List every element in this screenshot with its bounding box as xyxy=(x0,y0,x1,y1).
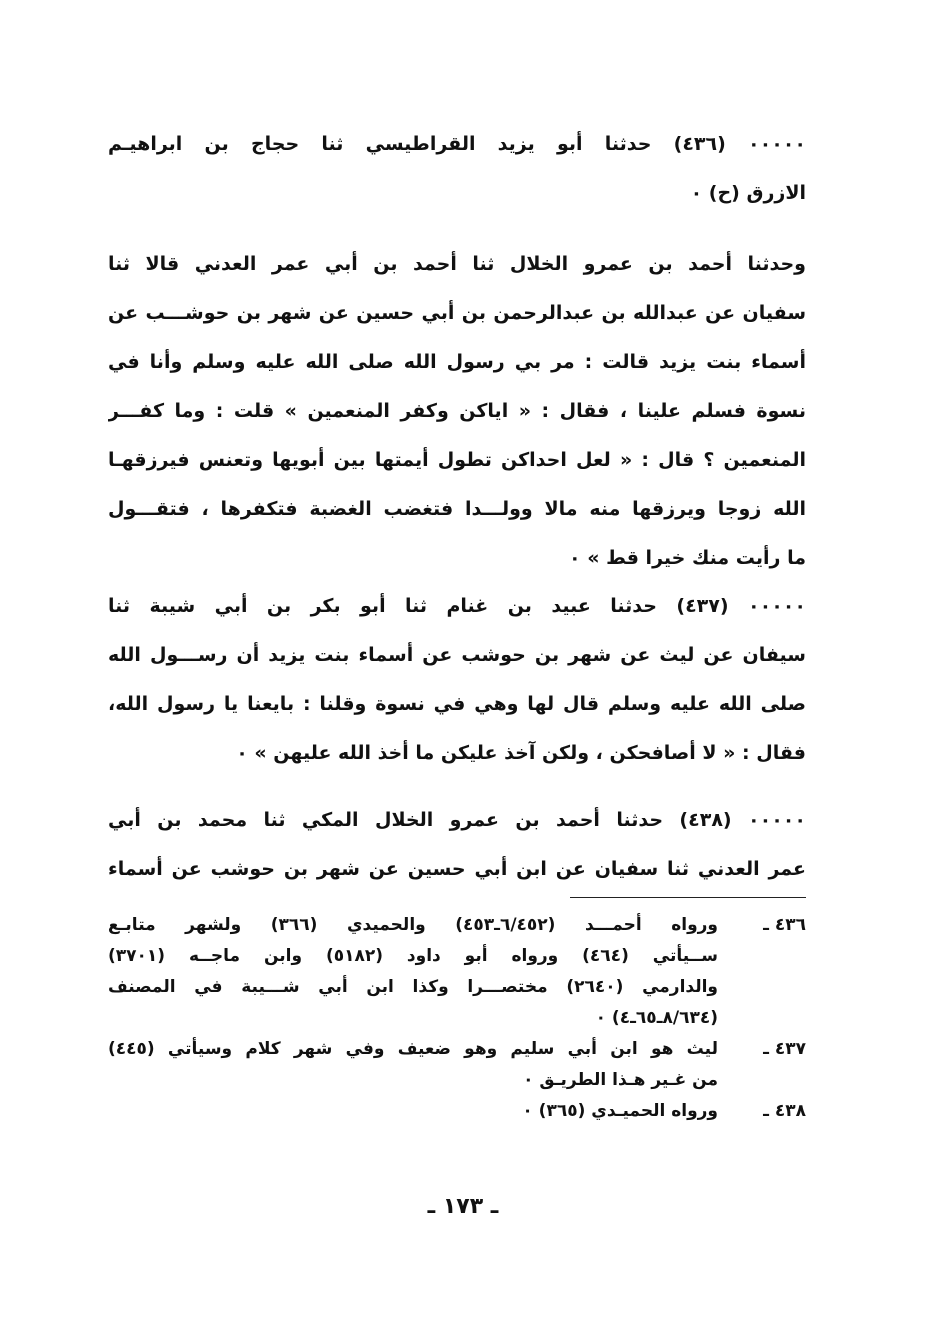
text-line: سيفان عن ليث عن شهر بن حوشب عن أسماء بنت يزيد أن رســـول الله xyxy=(108,644,806,666)
text-line: نسوة فسلم علينا ، فقال : « اياكن وكفر المنعمين » قلت : وما كفـــر xyxy=(108,400,806,422)
footnote-438 xyxy=(108,1096,806,1127)
footnote-number: ٤٣٧ ـ xyxy=(763,1039,806,1059)
footnote-line: ســيأتي (٤٦٤) ورواه أبو داود (٥١٨٢) وابن ماجــه (٣٧٠١) xyxy=(108,946,718,966)
text-line: عمر العدني ثنا سفيان عن ابن أبي حسين عن شهر بن حوشب عن أسماء xyxy=(108,858,806,880)
text-line: صلى الله عليه وسلم قال لها وهي في نسوة وقلنا : بايعنا يا رسول الله، xyxy=(108,693,806,715)
footnote-436 xyxy=(108,910,806,1034)
hadith-436-text xyxy=(108,240,806,583)
text-line: فقال : « لا أصافحكن ، ولكن آخذ عليكن ما أخذ الله عليهن » ٠ xyxy=(236,742,806,764)
text-line: أسماء بنت يزيد قالت : مر بي رسول الله صلى الله عليه وسلم وأنا في xyxy=(108,351,806,373)
footnote-separator xyxy=(570,897,806,898)
hadith-437-text xyxy=(108,582,806,778)
page-number: ـ ١٧٣ ـ xyxy=(427,1194,499,1219)
text-line: المنعمين ؟ قال : « لعل احداكن تطول أيمتها بين أبويها وتعنس فيرزقهـا xyxy=(108,449,806,471)
text-line: الازرق (ح) ٠ xyxy=(690,182,806,204)
footnote-body xyxy=(108,910,718,1034)
footnote-line: (٨/٦٣٤ـ٦٥ـ٤) ٠ xyxy=(595,1008,718,1028)
footnote-line: ورواه الحميـدي (٣٦٥) ٠ xyxy=(522,1101,718,1121)
text-line: الله زوجا ويرزقها منه مالا وولـــدا فتغضب الغضبة فتكفرها ، فتقـــول xyxy=(108,498,806,520)
text-line: وحدثنا أحمد بن عمرو الخلال ثنا أحمد بن أبي عمر العدني قالا ثنا xyxy=(108,253,806,275)
hadith-438-text xyxy=(108,796,806,894)
footnote-line: ليث هو ابن أبي سليم وهو ضعيف وفي شهر كلام وسيأتي (٤٤٥) xyxy=(108,1039,718,1059)
footnote-number: ٤٣٨ ـ xyxy=(763,1101,806,1121)
footnote-line: من غـير هـذا الطريـق ٠ xyxy=(523,1070,718,1090)
footnote-number: ٤٣٦ ـ xyxy=(763,915,806,935)
footnote-body xyxy=(108,1034,718,1096)
footnotes xyxy=(108,910,806,1127)
text-line: ٠٠٠٠٠ (٤٣٧) حدثنا عبيد بن غنام ثنا أبو بكر بن أبي شيبة ثنا xyxy=(108,595,806,617)
footnote-line: والدارمي (٢٦٤٠) مختصـــرا وكذا ابن أبي شـــيبة في المصنف xyxy=(108,977,718,997)
footnote-line: ورواه أحمـــد (٦/٤٥٢ـ٤٥٣) والحميدي (٣٦٦) ولشهر متابـع xyxy=(108,915,718,935)
text-line: ما رأيت منك خيرا قط » ٠ xyxy=(569,547,806,569)
text-line: ٠٠٠٠٠ (٤٣٦) حدثنا أبو يزيد القراطيسي ثنا حجاج بن ابراهيـم xyxy=(108,133,806,155)
footnote-body xyxy=(108,1096,718,1127)
footnote-437 xyxy=(108,1034,806,1096)
text-line: سفيان عن عبدالله بن عبدالرحمن بن أبي حسين عن شهر بن حوشـــب عن xyxy=(108,302,806,324)
hadith-436-intro xyxy=(108,120,806,218)
text-line: ٠٠٠٠٠ (٤٣٨) حدثنا أحمد بن عمرو الخلال المكي ثنا محمد بن أبي xyxy=(108,809,806,831)
